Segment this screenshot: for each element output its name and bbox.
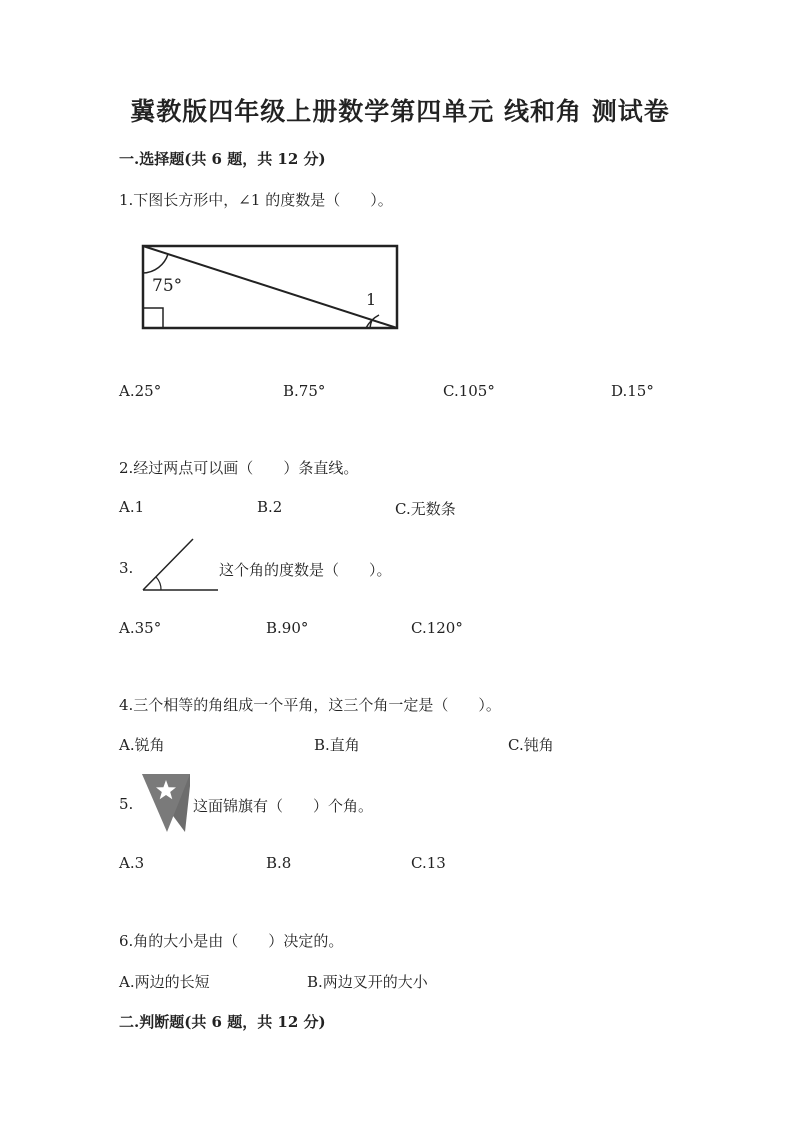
q3-option-a: A.35° xyxy=(119,619,162,637)
q5-option-c: C.13 xyxy=(411,854,446,872)
angle-75-arc xyxy=(143,254,168,273)
q4-option-b: B.直角 xyxy=(314,736,360,754)
q4-option-c: C.钝角 xyxy=(508,736,554,754)
question-5-text: 这面锦旗有（ ）个角。 xyxy=(193,797,374,815)
angle-75-label: 75° xyxy=(152,276,183,296)
q3-option-c: C.120° xyxy=(411,619,463,637)
section-heading-choice: 一.选择题(共 6 题，共 12 分) xyxy=(119,150,326,168)
page-title: 冀教版四年级上册数学第四单元 线和角 测试卷 xyxy=(130,97,670,126)
question-3-number: 3. xyxy=(119,559,134,577)
q3-option-b: B.90° xyxy=(266,619,309,637)
rectangle-diagram xyxy=(140,243,400,331)
q2-option-c: C.无数条 xyxy=(395,500,456,518)
q1-option-a: A.25° xyxy=(119,382,162,400)
q1-option-c: C.105° xyxy=(443,382,495,400)
q5-option-a: A.3 xyxy=(119,854,145,872)
q6-option-a: A.两边的长短 xyxy=(119,973,210,991)
q1-option-d: D.15° xyxy=(611,382,654,400)
q4-option-a: A.锐角 xyxy=(119,736,165,754)
q1-option-b: B.75° xyxy=(283,382,326,400)
right-angle-mark xyxy=(143,308,163,328)
q2-option-b: B.2 xyxy=(257,498,283,516)
question-3-text: 这个角的度数是（ ）。 xyxy=(219,561,392,579)
question-1-text: 1.下图长方形中，∠1 的度数是（ ）。 xyxy=(119,191,393,209)
q6-option-b: B.两边叉开的大小 xyxy=(307,973,428,991)
question-4-text: 4.三个相等的角组成一个平角，这三个角一定是（ ）。 xyxy=(119,696,501,714)
angle-diagram xyxy=(140,536,220,594)
section-heading-judgment: 二.判断题(共 6 题，共 12 分) xyxy=(119,1013,326,1031)
angle-arc xyxy=(156,577,161,590)
angle-1-label: 1 xyxy=(366,290,377,309)
question-6-text: 6.角的大小是由（ ）决定的。 xyxy=(119,932,344,950)
question-2-text: 2.经过两点可以画（ ）条直线。 xyxy=(119,459,359,477)
question-5-number: 5. xyxy=(119,795,134,813)
q2-option-a: A.1 xyxy=(119,498,145,516)
pennant-flag-image xyxy=(141,772,191,834)
q5-option-b: B.8 xyxy=(266,854,292,872)
